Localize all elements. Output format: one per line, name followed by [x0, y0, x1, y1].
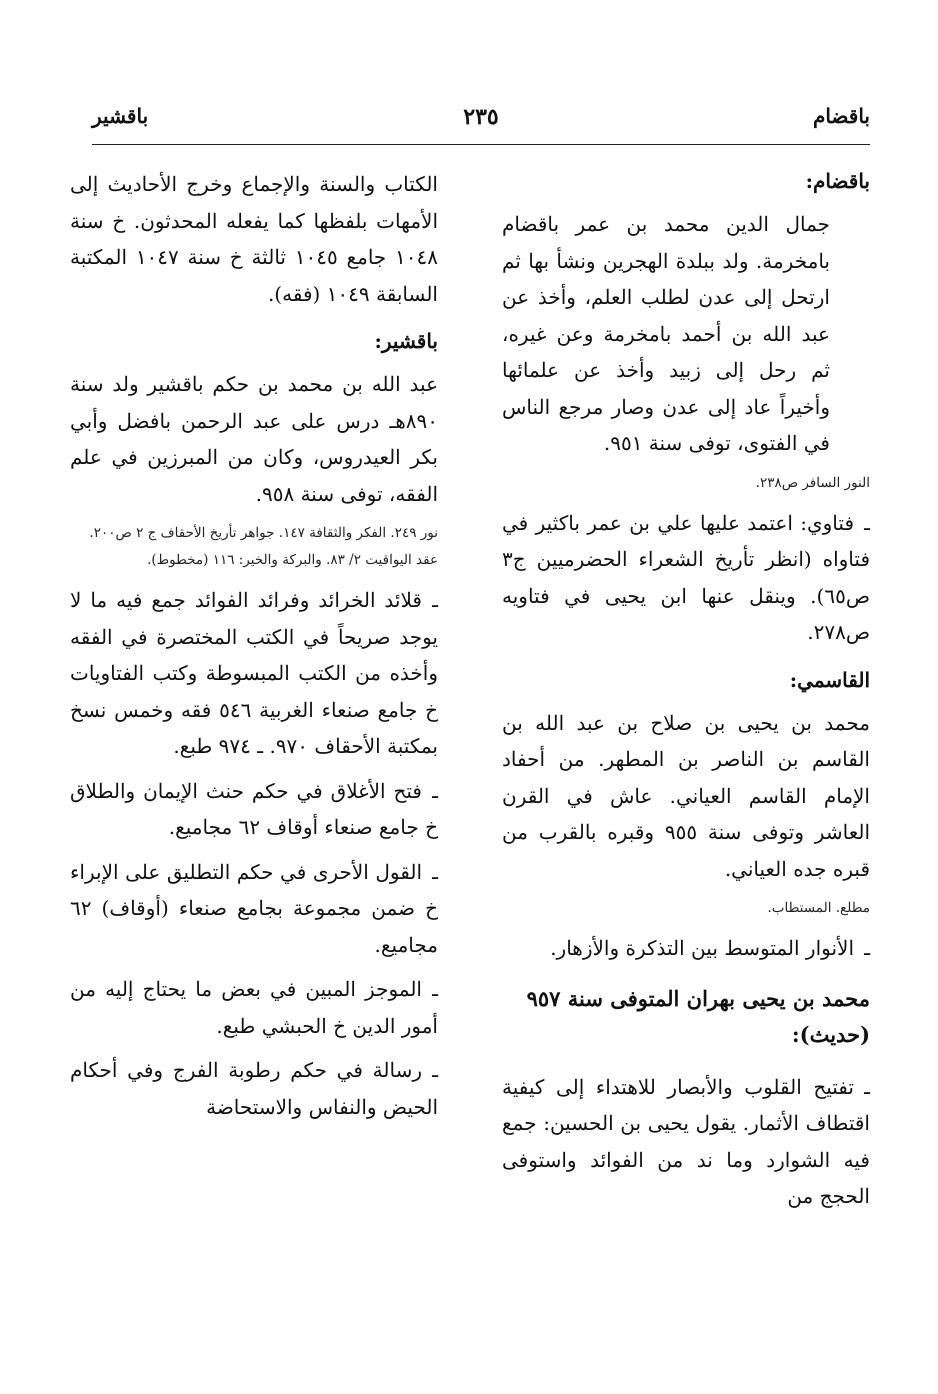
entry-bio-qasimi: محمد بن يحيى بن صلاح بن عبد الله بن القاسم بن الناصر بن المطهر. من أحفاد الإمام القاسم العياني. عاش في القرن العاشر وتوفى سنة ٩٥٥ وقبره بالقرب من قبره جده العياني.	[502, 710, 870, 881]
dash-marker: ـ	[864, 936, 870, 960]
left-column	[70, 166, 438, 1133]
work-text: فتح الأغلاق في حكم حنث الإيمان والطلاق خ جامع صنعاء أوقاف ٦٢ مجاميع.	[70, 778, 438, 839]
work-item	[70, 854, 438, 964]
dash-marker: ـ	[432, 778, 438, 803]
dash-marker: ـ	[432, 588, 438, 612]
header-right-word: باقضام	[812, 104, 870, 128]
entry-source-baqdam: النور السافر ص٢٣٨.	[755, 474, 870, 491]
dash-marker: ـ	[864, 1074, 870, 1099]
dash-marker: ـ	[432, 1058, 438, 1082]
work-item	[502, 930, 870, 967]
work-item	[502, 505, 870, 651]
header-rule	[92, 144, 870, 145]
right-column	[502, 166, 870, 1223]
work-text: رسالة في حكم رطوبة الفرج وفي أحكام الحيض والنفاس والاستحاضة	[70, 1058, 438, 1119]
work-item	[70, 1052, 438, 1125]
entry-bio-baqshir: عبد الله بن محمد بن حكم باقشير ولد سنة ٨٩٠هـ درس على عبد الرحمن بافضل وأبي بكر العيدروس، وكان من المبرزين في علم الفقه، توفى سنة ٩٥٨.	[70, 372, 438, 506]
header-left-word: باقشير	[92, 104, 149, 128]
dash-marker: ـ	[432, 977, 438, 1001]
work-item	[70, 971, 438, 1044]
work-item	[70, 773, 438, 846]
work-text: الأنوار المتوسط بين التذكرة والأزهار.	[550, 936, 854, 960]
entry-title-baqshir: باقشير:	[374, 329, 438, 353]
entry-title-bahran: محمد بن يحيى بهران المتوفى سنة ٩٥٧ (حديث):	[526, 985, 870, 1047]
work-text: القول الأحرى في حكم التطليق على الإبراء خ ضمن مجموعة بجامع صنعاء (أوقاف) ٦٢ مجاميع.	[70, 859, 438, 957]
entry-source-baqshir: نور ٢٤٩. الفكر والثقافة ١٤٧. جواهر تأريخ الأحقاف ج ٢ ص٢٠٠. عقد اليواقيت ٢/ ٨٣. والبركة والخير: ١١٦ (مخطوط).	[89, 525, 438, 568]
page-number: ٢٣٥	[463, 104, 499, 130]
entry-title-qasimi: القاسمي:	[789, 667, 870, 692]
continued-text: الكتاب والسنة والإجماع وخرج الأحاديث إلى الأمهات بلفظها كما يفعله المحدثون. خ سنة ١٠٤٨ جامع ١٠٤٥ ثالثة خ سنة ١٠٤٧ المكتبة السابقة ١٠٤٩ (فقه).	[70, 172, 438, 306]
running-header	[92, 104, 870, 140]
dash-marker: ـ	[432, 859, 438, 884]
work-text: الموجز المبين في بعض ما يحتاج إليه من أمور الدين خ الحبشي طبع.	[70, 977, 438, 1038]
entry-title-baqdam: باقضام:	[805, 169, 870, 193]
work-item	[502, 1069, 870, 1215]
entry-bio-baqdam: جمال الدين محمد بن عمر باقضام بامخرمة. ولد ببلدة الهجرين ونشأ بها ثم ارتحل إلى عدن لطلب العلم، وأخذ عن عبد الله بن أحمد بامخرمة وعن غيره، ثم رحل إلى زبيد وأخذ عن علمائها وأخيراً عاد إلى عدن وصار مرجع الناس في الفتوى، توفى سنة ٩٥١.	[502, 212, 830, 455]
work-text: تفتيح القلوب والأبصار للاهتداء إلى كيفية اقتطاف الأثمار. يقول يحيى بن الحسين: جمع فيه الشوارد وما ند من الفوائد واستوفى الحجج من	[502, 1074, 870, 1208]
entry-source-qasimi: مطلع. المستطاب.	[767, 900, 870, 916]
work-text: فتاوي: اعتمد عليها علي بن عمر باكثير في فتاواه (انظر تأريخ الشعراء الحضرميين ج٣ ص٦٥). وينقل عنها ابن يحيى في فتاويه ص٢٧٨.	[502, 510, 870, 644]
work-item	[70, 582, 438, 765]
work-text: قلائد الخرائد وفرائد الفوائد جمع فيه ما لا يوجد صريحاً في الكتب المختصرة في الفقه وأخذه من الكتب المبسوطة وكتب الفتاويات خ جامع صنعاء الغربية ٥٤٦ فقه وخمس نسخ بمكتبة الأحقاف ٩٧٠. ـ ٩٧٤ طبع.	[70, 588, 438, 758]
dash-marker: ـ	[864, 510, 870, 535]
